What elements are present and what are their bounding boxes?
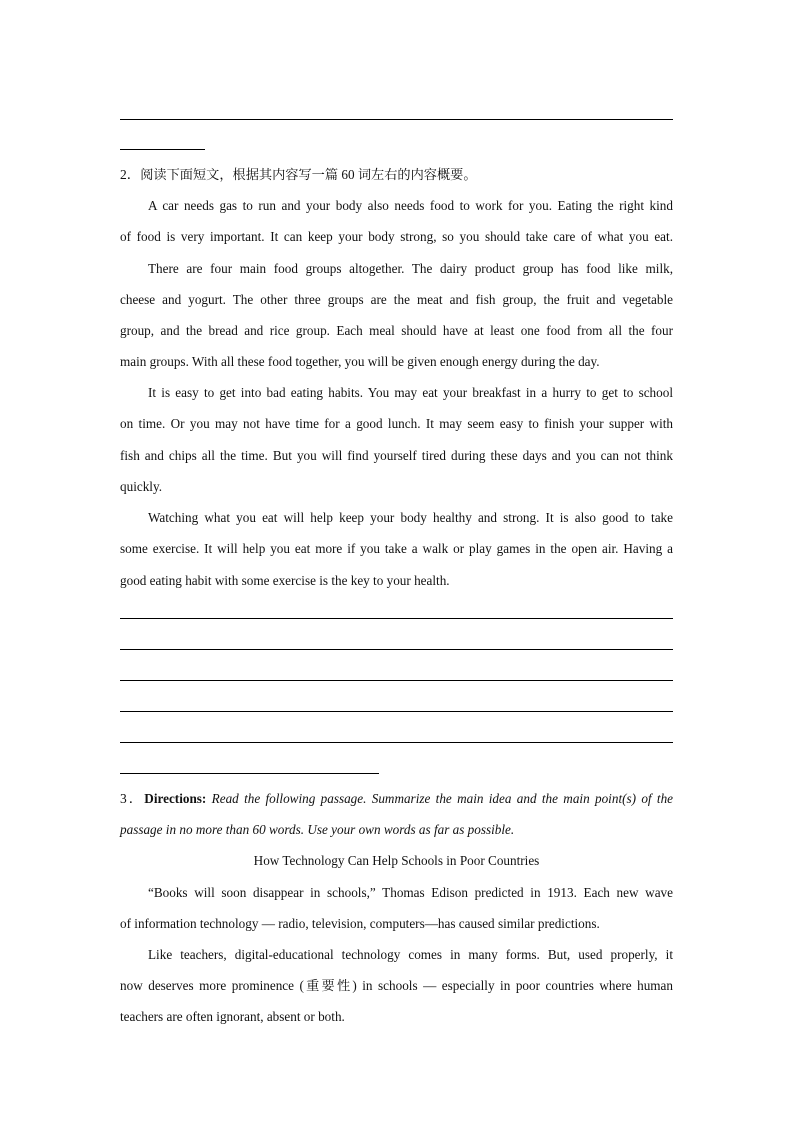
answer-line xyxy=(120,742,673,743)
passage-title: How Technology Can Help Schools in Poor Countries xyxy=(253,853,540,868)
answer-line xyxy=(120,119,673,120)
answer-line xyxy=(120,680,673,681)
answer-line xyxy=(120,649,673,650)
question-number: 2． xyxy=(120,167,141,182)
answer-line-short xyxy=(120,149,205,150)
passage-line: of food is very important. It can keep your body strong, so you should take care of what you eat. xyxy=(120,229,673,244)
answer-line-short xyxy=(120,773,379,774)
passage-line: fish and chips all the time. But you will find yourself tired during these days and you can not think xyxy=(120,448,673,463)
passage-line: of information technology — radio, television, computers—has caused similar predictions. xyxy=(120,916,600,931)
answer-line xyxy=(120,618,673,619)
question-3-directions xyxy=(120,791,673,807)
passage-line: now deserves more prominence (重要性) in schools — especially in poor countries where human xyxy=(120,978,673,993)
passage-line: quickly. xyxy=(120,479,162,494)
answer-line xyxy=(120,711,673,712)
directions-text: passage in no more than 60 words. Use your own words as far as possible. xyxy=(120,822,515,837)
question-prompt: 阅读下面短文，根据其内容写一篇 60 词左右的内容概要。 xyxy=(140,167,477,182)
passage-line: on time. Or you may not have time for a good lunch. It may seem easy to finish your supper with xyxy=(120,416,673,431)
directions-label: Directions: xyxy=(144,791,207,806)
passage-line: Like teachers, digital-educational technology comes in many forms. But, used properly, it xyxy=(148,947,673,962)
passage-line: A car needs gas to run and your body also needs food to work for you. Eating the right kind xyxy=(148,198,673,213)
directions-text: Read the following passage. Summarize the main idea and the main point(s) of the xyxy=(211,791,674,806)
question-2-heading xyxy=(120,167,673,183)
passage-line: group, and the bread and rice group. Each meal should have at least one food from all the four xyxy=(120,323,673,338)
passage-line: Watching what you eat will help keep your body healthy and strong. It is also good to take xyxy=(148,510,673,525)
question-number: 3． xyxy=(120,791,145,806)
passage-line: It is easy to get into bad eating habits. You may eat your breakfast in a hurry to get to school xyxy=(148,385,673,400)
passage-line: some exercise. It will help you eat more if you take a walk or play games in the open air. Having a xyxy=(120,541,673,556)
passage-line: cheese and yogurt. The other three groups are the meat and fish group, the fruit and vegetable xyxy=(120,292,673,307)
passage-line: teachers are often ignorant, absent or both. xyxy=(120,1009,345,1024)
passage-line: “Books will soon disappear in schools,” Thomas Edison predicted in 1913. Each new wave xyxy=(148,885,673,900)
passage-line: good eating habit with some exercise is the key to your health. xyxy=(120,573,450,588)
passage-line: main groups. With all these food together, you will be given enough energy during the day. xyxy=(120,354,600,369)
passage-line: There are four main food groups altogether. The dairy product group has food like milk, xyxy=(148,261,673,276)
